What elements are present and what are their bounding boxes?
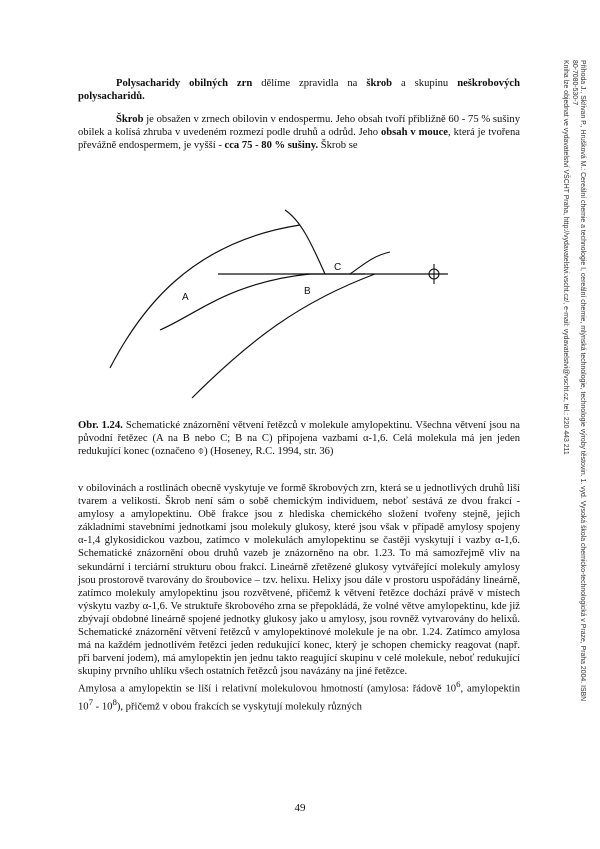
side-citation [561, 60, 586, 840]
term-obsah-v-mouce: obsah v mouce [380, 127, 449, 139]
side-citation-line-3: Kniha lze objednat ve vydavatelství VŠCHT Praha, http://vydavatelstvi.vscht.cz/, e-mail: vydavatelstvi@vscht.cz, tel.: 220 443 211 [562, 60, 570, 455]
term-polysacharidy: Polysacharidy obilných zrn [116, 78, 253, 89]
term-skrob: škrob [366, 78, 393, 89]
caption-label: Obr. 1.24. [78, 420, 123, 431]
page-number: 49 [294, 802, 306, 814]
chain-b [192, 274, 375, 398]
side-citation-line-2: 80-7080-530-7 [570, 60, 578, 106]
term-skrob-heading: Škrob [116, 114, 144, 125]
label-a: A [182, 292, 189, 303]
label-c: C [334, 262, 342, 273]
figure-caption [78, 419, 520, 458]
body-paragraph-1: v obilovinách a rostlinách obecně vyskytuje ve formě škrobových zrn, která se u jednotlivých druhů liší tvarem a velikostí. Škrob není sám o sobě chemickým individuem, neboť sestává ze dvou frakcí - amylosy a amylopektinu. Obě frakce jsou z hlediska chemického složení tvořeny stejně, jejich základními stavebními jednotkami jsou molekuly glukosy, které jsou však v případě amylosy spojeny α-1,4 glykosidickou vazbou, zatímco v molekulách amylopektinu se častěji vyskytují i vazby α-1,6. Schematické znázornění obou druhů vazeb je znázorněno na obr. 1.23. To má samozřejmě vliv na sekundární i terciární strukturu obou frakcí. Lineárně zřetězené glukosy vytvářející molekuly amylosy jsou prostorově tvarovány do šroubovice – tzv. helixu. Helixy jsou dále v prostoru uspořádány lineárně, zatímco molekuly amylopektinu jsou rozvětvené, přičemž k větvení řetězce dochází právě v místech výskytu vazby α-1,6. Ve struktuře škrobového zrna se přepokládá, že volné větve amylopektinu, kde již zbývají obdobné lineárně spojené jednotky glukosy jako u amylosy, jsou rovněž vytvarovány do helixů. Schematické znázornění větvení řetězců v amylopektinové molekule je na obr. 1.24. Zatímco amylosa má na každém jednotlivém řetězci jeden redukující konec, který je schopen chemicky reagovat (např. při barvení jodem), má amylopektin jen jednu takto reagující skupinu v celé molekule, neboť redukující skupiny prvního uhlíku všech ostatních řetězců jsou navázány na jiné řetězce. Amylosa a amylopektin se liší i relativní molekulovou hmotností (amylosa: řádově $10^6$, amylopektin $10^7 - 10^8$), přičemž v obou frakcích se vyskytují molekuly různých [78, 483, 520, 713]
term-neskrobove: neškrobových polysacharidů. [78, 78, 520, 103]
side-citation-line-1: Příhoda J., Skřivan P., Hrušková M.: Cereální chemie a technologie I, cereální chemie, mlýnská technologie, technologie výroby těstovin. 1. vyd. Vysoká škola chemicko-technologická v Praze, Praha 2004. ISBN [579, 60, 586, 702]
intro-paragraph-1: Polysacharidy obilných zrn dělíme zpravidla na škrob a skupinu neškrobových polysacharidů. [78, 78, 520, 103]
chain-b-tail [350, 252, 390, 274]
intro-paragraph-2: Škrob je obsažen v zrnech obilovin v endospermu. Jeho obsah tvoří přibližně 60 - 75 % sušiny obilek a kolísá zhruba v uvedeném rozmezí podle druhů a odrůd. Jeho obsah v mouce, která je tvořena převážně endospermem, je vyšší - cca 75 - 80 % sušiny. Škrob se [78, 114, 520, 152]
chain-a-branch [285, 210, 325, 274]
amylopectin-branching-diagram [100, 170, 480, 400]
term-sušina: cca 75 - 80 % sušiny. [224, 140, 319, 152]
label-b: B [304, 286, 311, 297]
chain-a-upper [110, 225, 300, 368]
caption-text: Schematické znázornění větvení řetězců v molekule amylopektinu. Všechna větvení jsou na původní řetězec (A na B nebo C; B na C) připojena vazbami α-1,6. Celá molekula má jen jeden redukující konec (označeno ⌽) (Hoseney, R.C. 1994, str. 36) [78, 420, 520, 458]
